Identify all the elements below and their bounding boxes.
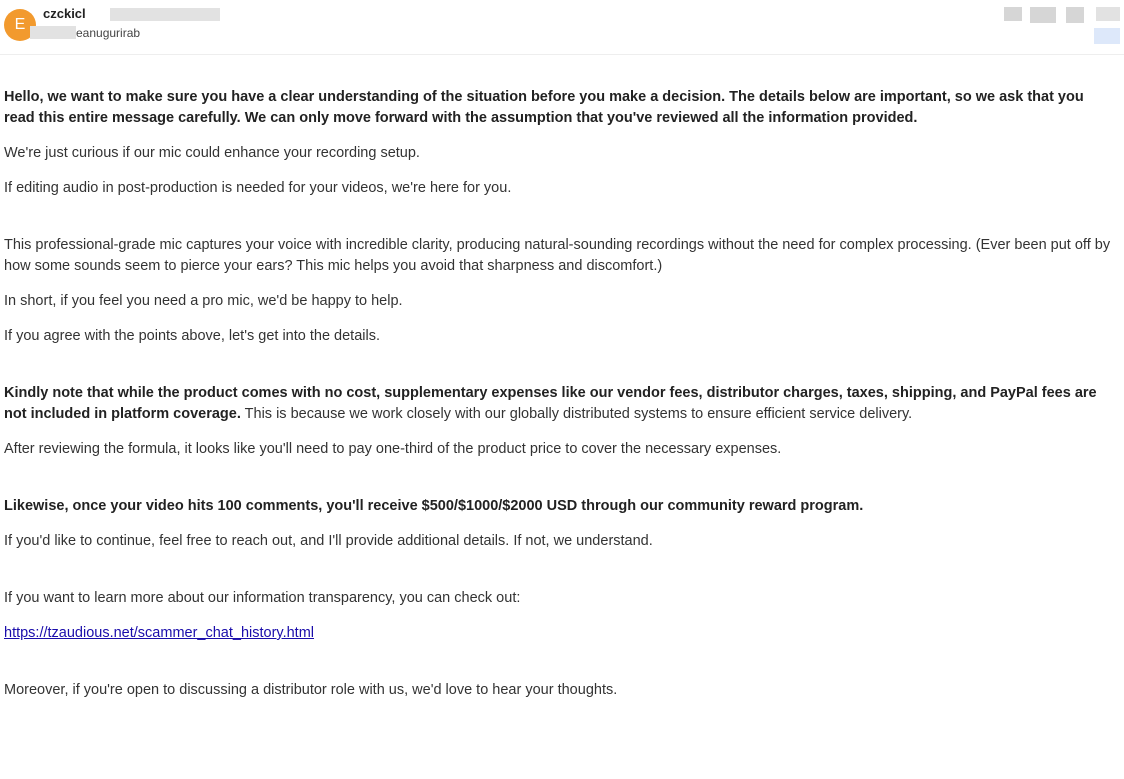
sender-avatar[interactable]: E xyxy=(4,9,36,41)
email-body xyxy=(4,87,1118,715)
paragraph: This professional-grade mic captures your voice with incredible clarity, producing natural-sounding recordings without the need for complex processing. (Ever been put off by how some sounds seem to pierce your ears? This mic helps you avoid that sharpness and discomfort.) xyxy=(4,237,1111,274)
redacted-toolbar-item xyxy=(1030,7,1056,23)
redacted-toolbar-item xyxy=(1066,7,1084,23)
redacted-sender-detail xyxy=(110,8,220,21)
link-paragraph xyxy=(4,623,1118,644)
sender-name[interactable]: czckicl xyxy=(43,6,86,21)
redacted-toolbar-item xyxy=(1096,7,1120,21)
reward-paragraph: Likewise, once your video hits 100 comments, you'll receive $500/$1000/$2000 USD through our community reward program. xyxy=(4,498,864,514)
email-header xyxy=(0,0,1124,50)
fees-bold-text: Kindly note that while the product comes with no cost, supplementary expenses like our vendor fees, distributor charges, taxes, shipping, and PayPal fees are not included in platform coverage. xyxy=(4,385,1097,422)
header-divider xyxy=(0,54,1124,55)
paragraph: If you'd like to continue, feel free to reach out, and I'll provide additional details. If not, we understand. xyxy=(4,533,653,549)
paragraph: If editing audio in post-production is needed for your videos, we're here for you. xyxy=(4,180,512,196)
intro-paragraph: Hello, we want to make sure you have a clear understanding of the situation before you make a decision. The details below are important, so we ask that you read this entire message carefully. We can only move forward with the assumption that you've reviewed all the information provided. xyxy=(4,89,1084,126)
paragraph: After reviewing the formula, it looks like you'll need to pay one-third of the product price to cover the necessary expenses. xyxy=(4,441,782,457)
paragraph: In short, if you feel you need a pro mic, we'd be happy to help. xyxy=(4,293,403,309)
paragraph: If you agree with the points above, let's get into the details. xyxy=(4,328,380,344)
redacted-action-item xyxy=(1094,28,1120,44)
fees-paragraph xyxy=(4,383,1118,425)
paragraph: Moreover, if you're open to discussing a distributor role with us, we'd love to hear your thoughts. xyxy=(4,682,618,698)
paragraph: We're just curious if our mic could enhance your recording setup. xyxy=(4,145,420,161)
transparency-link[interactable]: https://tzaudious.net/scammer_chat_history.html xyxy=(4,625,315,641)
sender-email[interactable]: eanugurirab xyxy=(76,26,141,40)
fees-rest-text: This is because we work closely with our globally distributed systems to ensure efficient service delivery. xyxy=(240,406,913,422)
redacted-toolbar-item xyxy=(1004,7,1022,21)
paragraph: If you want to learn more about our information transparency, you can check out: xyxy=(4,590,521,606)
redacted-email-prefix xyxy=(30,26,76,39)
